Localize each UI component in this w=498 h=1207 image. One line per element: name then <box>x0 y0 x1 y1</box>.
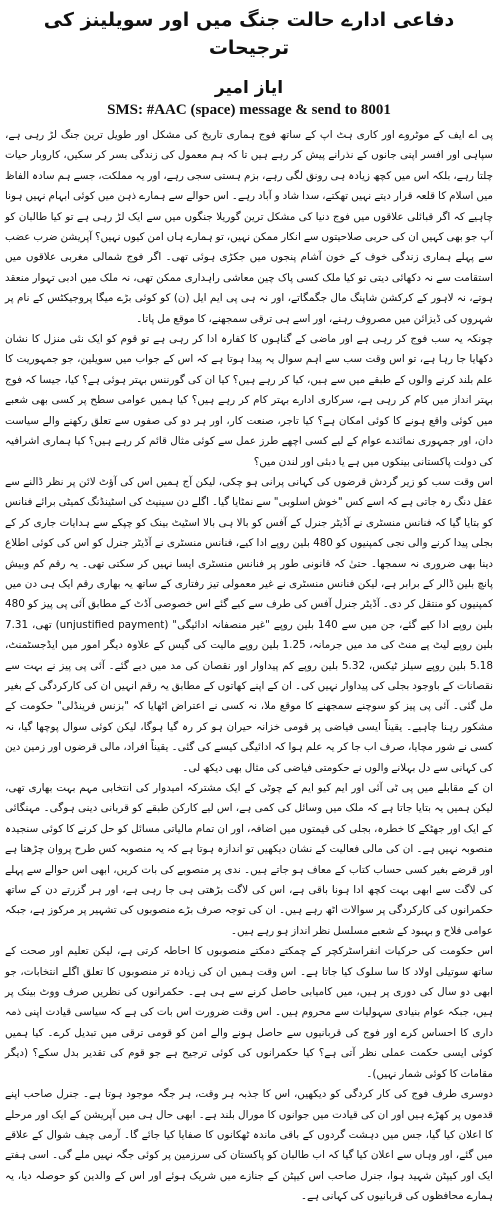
article-body <box>5 125 493 1207</box>
paragraph: اس وقت سب کو زیر گردش قرضوں کی کہانی پرانی ہو چکی، لیکن آج ہمیں اس کی آؤٹ لائن پر نظر ڈالنے سے عقل دنگ رہ جاتی ہے کہ اسے کس "خوش اسلوبی" سے نمٹایا گیا۔ اگلے دن سینیٹ کی اسٹینڈنگ کمیٹی برائے فنانس کو بتایا گیا کہ فنانس منسٹری نے آڈیٹر جنرل کے آفس کو بالا ہی بالا اسٹیٹ بینک کو چپکے سے ہدایات جاری کر کے بجلی پیدا کرنے والی نجی کمپنیوں کو 480 بلین روپے ادا کیے، فنانس منسٹری نے آڈیٹر جنرل کو اس کی کوئی اطلاع دینا بھی ضروری نہ سمجھا۔ حتیٰ کہ قانونی طور پر فنانس منسٹری ایسا نہیں کر سکتی تھی۔ یہ رقم کم وبیش پانچ بلین ڈالر کے برابر ہے، لیکن فنانس منسٹری نے غیر معمولی تیز رفتاری کے ساتھ یہ بھاری رقم ایک ہی دن میں کمپنیوں کو منتقل کر دی۔ آڈیٹر جنرل آفس کی طرف سے کیے گئے اس خصوصی آڈٹ کے مطابق آئی پی پیز کو 480 بلین روپے ادا کیے گئے، جن میں سے 140 بلین روپے "غیر منصفانہ ادائیگی" (unjustified payment) تھی، 7.31 بلین روپے لیٹ پے منٹ کی مد میں جرمانہ، 1.25 بلین روپے مالیت کی گیس کے علاوہ دیگر امور میں ایڈجسٹمنٹ، 5.18 بلین روپے سیلز ٹیکس، 5.32 بلین روپے کم پیداوار اور نقصان کی مد میں دیے گئے۔ آئی پی پیز نے بہت سے نقصانات کے باوجود بجلی کی پیداوار نہیں کی۔ ان کے اپنے کھاتوں کے مطابق یہ رقم انہیں ان کی کارکردگی کے بغیر مل گئی۔ آئی پی پیز کو سوچنے سمجھنے کا موقع ملا، نہ کسی نے اعتراض اٹھایا کہ "بزنس فرینڈلی" حکومت کے مشکور رہنا چاہیے۔ یقیناً ایسی فیاضی پر قومی خزانہ حیران ہو کر رہ گیا ہوگا، لیکن کوئی سوال پوچھا گیا، نہ کسی نے شور مچایا، صرف اب جا کر یہ علم ہوا کہ ادائیگی کیسے کی گئی۔ یقیناً افراد، مالی قرضوں اور زمین دین کی کہانی سے دل بہلانے والوں نے حکومتی فیاضی کی مثال بھی دیکھ لی۔ <box>5 475 494 774</box>
paragraph: پی اے ایف کے موٹروے اور کاری ہٹ اپ کے ساتھ فوج ہماری تاریخ کی مشکل اور طویل ترین جنگ لڑ رہی ہے، سپاہی اور افسر اپنی جانوں کے نذرانے پیش کر رہے ہیں تا کہ ہم معمول کی زندگی بسر کر سکیں، کاروبار حیات چلتا رہے، بلکہ اس میں کچھ زیادہ ہی رونق لگی رہے، بزم ہستی سجی رہے، اور یہ مملکت، جسے ہم سادہ الفاظ میں اسلام کا قلعہ قرار دیتے نہیں تھکتے، سدا شاد و آباد رہے۔ اس حوالے سے ہمارے ذہن میں کوئی ابہام نہیں ہونا چاہیے کہ اگر قبائلی علاقوں میں فوج دنیا کی مشکل ترین گوریلا جنگوں میں سے ایک لڑ رہی ہے تو کیا طالبان کو آپ جو بھی کہیں ان کی حربی صلاحیتوں سے انکار ممکن نہیں، تو ہمارے ہاں امن کیوں نہیں؟ آپریشن ضرب عضب سے پہلے ہماری زندگی خوف کے خون آشام پنجوں میں جکڑی ہوئی تھی۔ اگر فوج شمالی مغربی علاقوں میں استقامت سے نہ دکھائی دیتی تو کیا ملک کسی پاک چین معاشی راہداری ممکن تھی، نہ ملک میں ادبی تہوار منعقد ہوتے، نہ لاہور کے کرکشن شاپنگ مال جگمگاتے، اور نہ ہی پی ایم ایل (ن) کو کوئی بڑے میگا پروجیکٹس کے نام پر شہروں کی ڈیزائن میں مصروف رہنے، اور اسے ہی ترقی سمجھنے، کا موقع مل پاتا۔ <box>5 129 493 325</box>
paragraph: چونکہ یہ سب فوج کر رہی ہے اور ماضی کے گناہوں کا کفارہ ادا کر رہی ہے تو قوم کو ایک نئی منزل کا نشان دکھایا جا رہا ہے، تو اس وقت سب سے اہم سوال یہ پیدا ہوتا ہے کہ اس کے جواب میں سویلین، جو جمہوریت کا علم بلند کرنے والوں کے طبقے میں سے ہیں، کیا کر رہے ہیں؟ کیا ان کی گورننس بہتر ہوئی ہے؟ کیا، جیسا کہ فوج بہتر انداز میں کام کر رہی ہے، سرکاری ادارے بہتر کام کر رہے ہیں؟ کیا ہمیں عوامی سطح پر کسی بھی شعبے میں کوئی واقع ہونے کا کوئی امکان ہے؟ کیا تاجر، صنعت کار، اور ہر دو کی صفوں سے تعلق رکھنے والے سیاست دان، اور جمہوری نمائندے عوام کے لیے کسی اچھے طرز عمل سے کوئی مثال قائم کر رہے ہیں؟ کیا ہماری اشرافیہ کی دولت پاکستانی بینکوں میں ہے یا دبئی اور لندن میں؟ <box>5 333 493 468</box>
paragraph: ان کے مقابلے میں پی ٹی آئی اور ایم کیو ایم کے چوٹی کے ایک مشترکہ امیدوار کی انتخابی مہم بہت بھاری تھی، لیکن ہمیں یہ بتایا جاتا ہے کہ ملک میں وسائل کی کمی ہے، اس لیے کارکن طبقے کو قربانی دینی ہوگی۔ مہنگائی کے ایک اور جھٹکے کا خطرہ، بجلی کی قیمتوں میں اضافہ، اور ان تمام مالیاتی مسائل کو حل کرنے کا کوئی سنجیدہ منصوبہ نہیں ہے۔ ان کی مالی فعالیت کے نشان دیکھیں تو اندازہ ہوتا ہے کہ یہ منصوبہ کس طرح پروان چڑھتا ہے اور قرضے بغیر کسی حساب کتاب کے معاف ہو جاتے ہیں۔ ندی پر منصوبے کی بات کریں، ابھی اس حوالے سے پہلے کی لاگت سے ابھی بہت کچھ ادا ہونا باقی ہے، اس کی لاگت بڑھتی ہی جا رہی ہے، اور ہر گزرتے دن کے ساتھ حکمرانوں کی کارکردگی پر سوالات اٹھ رہے ہیں۔ ان کی توجہ صرف بڑے منصوبوں کی تشہیر پر مرکوز ہے، جبکہ عوامی فلاح و بہبود کے شعبے مسلسل نظر انداز ہو رہے ہیں۔ <box>5 782 493 937</box>
paragraph: اس حکومت کی حرکیات انفراسٹرکچر کے چمکتے دمکتے منصوبوں کا احاطہ کرتی ہے، لیکن تعلیم اور صحت کے ساتھ سوتیلی اولاد کا سا سلوک کیا جاتا ہے۔ اس وقت ہمیں ان کی زیادہ تر منصوبوں کا تعلق اگلے انتخابات، جو ابھی دو سال کی دوری پر ہیں، میں کامیابی حاصل کرنے سے ہی ہے۔ حکمرانوں کی نظریں صرف ووٹ بینک پر ہیں، جبکہ عوام بنیادی سہولیات سے محروم ہیں۔ اس وقت ضرورت اس بات کی ہے کہ سیاسی قیادت اپنی ذمہ داری کا احساس کرے اور فوج کی قربانیوں سے حاصل ہونے والے امن کو قومی ترقی میں تبدیل کرے۔ کیا ہمیں کوئی ایسی حکمت عملی نظر آتی ہے؟ کیا حکمرانوں کی کوئی ترجیح ہے جو قوم کی تقدیر بدل سکے؟ (دیگر مقامات کا کوئی شمار نہیں)۔ <box>5 945 493 1080</box>
sms-line: SMS: #AAC (space) message & send to 8001 <box>107 102 391 118</box>
headline: دفاعی ادارے حالت جنگ میں اور سویلینز کی ترجیحات <box>43 9 455 59</box>
paragraph: دوسری طرف فوج کی کار کردگی کو دیکھیں، اس کا جذبہ ہر وقت، ہر جگہ موجود ہوتا ہے۔ جنرل صاحب اپنے قدموں پر کھڑے ہیں اور ان کی قیادت میں جوانوں کا مورال بلند ہے۔ ابھی حال ہی میں آپریشن کے ایک اور مرحلے کا اعلان کیا گیا، جس میں دہشت گردوں کے باقی ماندہ ٹھکانوں کا صفایا کیا جائے گا۔ آرمی چیف شوال کے علاقے میں گئے، اور وہاں سے اعلان کیا گیا کہ اب طالبان کو پاکستان کی سرزمین پر کوئی جگہ نہیں ملے گی۔ اسی ہفتے ایک اور کیپٹن شہید ہوا، جنرل صاحب اس کیپٹن کے جنازے میں شریک ہوئے اور اس کے والدین کو حوصلہ دیا، یہ ہمارے محافظوں کی قربانیوں کی کہانی ہے۔ <box>5 1088 493 1203</box>
author-byline: ایاز امیر <box>214 78 284 98</box>
